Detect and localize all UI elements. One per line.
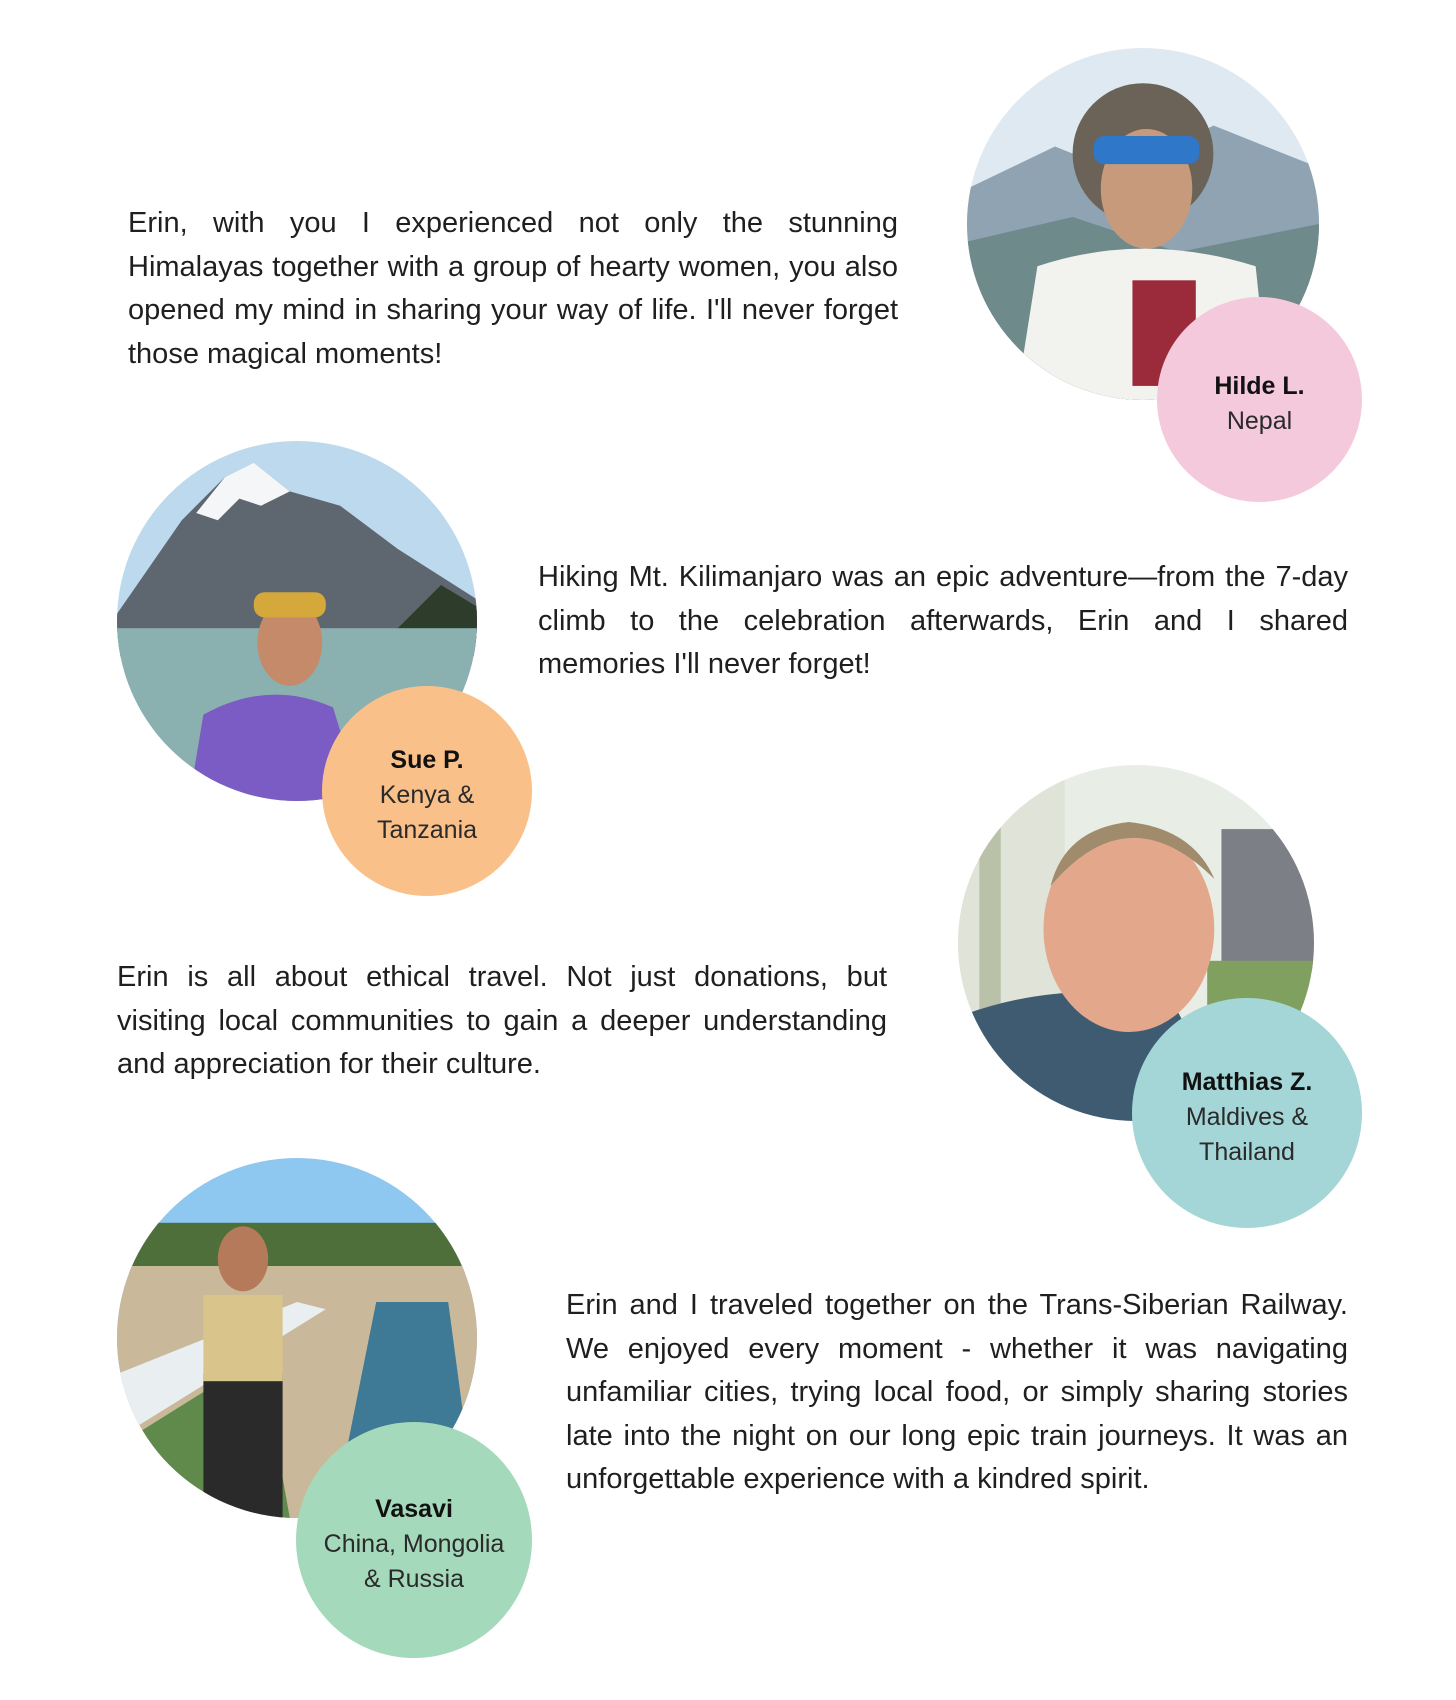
badge-sue <box>322 686 532 896</box>
testimonial-quote-sue: Hiking Mt. Kilimanjaro was an epic adventure—from the 7-day climb to the celebration afterwards, Erin and I shared memories I'll never forget! <box>538 561 1348 680</box>
testimonial-place: Nepal <box>1226 406 1293 435</box>
testimonial-quote-vasavi: Erin and I traveled together on the Trans-Siberian Railway. We enjoyed every moment - whether it was navigating unfamiliar cities, trying local food, or simply sharing stories late into the night on our long epic train journeys. It was an unforgettable experience with a kindred spirit. <box>566 1289 1348 1495</box>
testimonial-name: Sue P. <box>390 745 464 774</box>
testimonial-place: Kenya & Tanzania <box>376 780 478 844</box>
badge-matthias <box>1132 998 1362 1228</box>
badge-hilde <box>1157 297 1362 502</box>
testimonial-name: Hilde L. <box>1214 371 1305 400</box>
testimonial-quote-hilde: Erin, with you I experienced not only the stunning Himalayas together with a group of hearty women, you also opened my mind in sharing your way of life. I'll never forget those magical moments! <box>128 207 898 370</box>
testimonial-name: Matthias Z. <box>1181 1067 1313 1096</box>
testimonial-place: Maldives & Thailand <box>1185 1102 1309 1166</box>
badge-vasavi <box>296 1422 532 1658</box>
testimonial-name: Vasavi <box>375 1494 453 1523</box>
testimonial-quote-matthias: Erin is all about ethical travel. Not just donations, but visiting local communities to gain a deeper understanding and appreciation for their culture. <box>117 961 887 1080</box>
testimonial-place: China, Mongolia & Russia <box>323 1529 505 1593</box>
